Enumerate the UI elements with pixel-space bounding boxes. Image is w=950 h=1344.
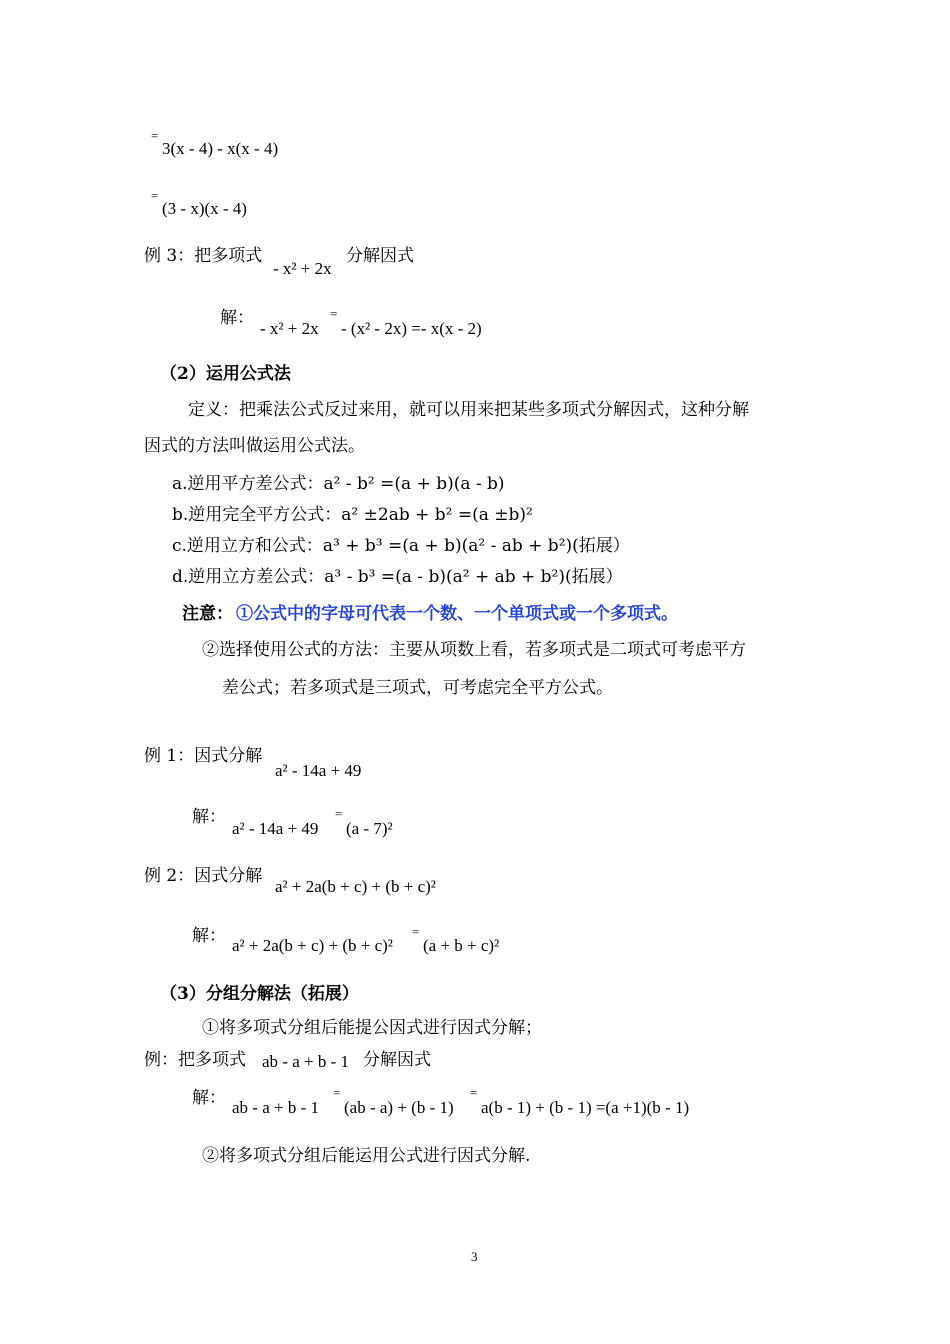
example-suffix: 分解因式 — [363, 1050, 431, 1070]
example-expression: ab - a + b - 1 — [262, 1052, 350, 1071]
solution-expression: a² + 2a(b + c) + (b + c)² — [232, 936, 393, 955]
step-expression: (3 - x)(x - 4) — [162, 199, 247, 218]
formula-line: d.逆用立方差公式：a³ - b³ =(a - b)(a² + ab + b²)(拓展） — [172, 567, 623, 587]
section-heading: （3）分组分解法（拓展） — [160, 984, 359, 1004]
example-suffix: 分解因式 — [346, 246, 414, 266]
solution-expression: ab - a + b - 1 — [232, 1098, 320, 1117]
solution-expression: (a + b + c)² — [423, 936, 500, 955]
note-label: 注意： — [182, 604, 233, 624]
example-label: 例 2：因式分解 — [144, 866, 263, 886]
solution-label: 解： — [192, 1088, 226, 1108]
solution-expression: a² - 14a + 49 — [232, 819, 319, 838]
example-label: 例：把多项式 — [144, 1050, 246, 1070]
equals-sign: = — [470, 1085, 478, 1100]
definition-text: 定义：把乘法公式反过来用，就可以用来把某些多项式分解因式，这种分解 — [188, 400, 749, 420]
formula-line: b.逆用完全平方公式：a² ±2ab + b² =(a ±b)² — [172, 505, 533, 525]
solution-expression: - (x² - 2x) =- x(x - 2) — [341, 319, 482, 338]
example-expression: a² + 2a(b + c) + (b + c)² — [275, 877, 436, 896]
equals-sign: = — [333, 1085, 341, 1100]
formula-line: a.逆用平方差公式：a² - b² =(a + b)(a - b) — [172, 474, 505, 494]
solution-label: 解： — [192, 807, 226, 827]
example-label: 例 3：把多项式 — [144, 246, 263, 266]
solution-expression: a(b - 1) + (b - 1) =(a +1)(b - 1) — [481, 1098, 690, 1117]
step-expression: 3(x - 4) - x(x - 4) — [162, 139, 279, 158]
equals-sign: = — [330, 306, 338, 321]
definition-text: 因式的方法叫做运用公式法。 — [144, 436, 365, 456]
note-text: ②选择使用公式的方法：主要从项数上看，若多项式是二项式可考虑平方 — [202, 640, 746, 660]
section-heading: （2）运用公式法 — [160, 364, 291, 384]
equals-sign: = — [151, 128, 159, 143]
example-expression: a² - 14a + 49 — [275, 761, 362, 780]
example-expression: - x² + 2x — [273, 259, 332, 278]
equals-sign: = — [335, 806, 343, 821]
method-text: ②将多项式分组后能运用公式进行因式分解. — [202, 1146, 531, 1166]
equals-sign: = — [151, 188, 159, 203]
note-text: 差公式；若多项式是三项式，可考虑完全平方公式。 — [222, 678, 613, 698]
page-number: 3 — [471, 1249, 478, 1264]
note-text: ①公式中的字母可代表一个数、一个单项式或一个多项式。 — [236, 604, 678, 624]
formula-line: c.逆用立方和公式：a³ + b³ =(a + b)(a² - ab + b²)(拓展） — [172, 536, 630, 556]
solution-expression: (ab - a) + (b - 1) — [344, 1098, 454, 1117]
equals-sign: = — [412, 924, 420, 939]
method-text: ①将多项式分组后能提公因式进行因式分解； — [202, 1018, 542, 1038]
solution-label: 解： — [220, 308, 254, 328]
solution-expression: (a - 7)² — [346, 819, 393, 838]
solution-expression: - x² + 2x — [260, 319, 319, 338]
example-label: 例 1：因式分解 — [144, 746, 263, 766]
solution-label: 解： — [192, 926, 226, 946]
